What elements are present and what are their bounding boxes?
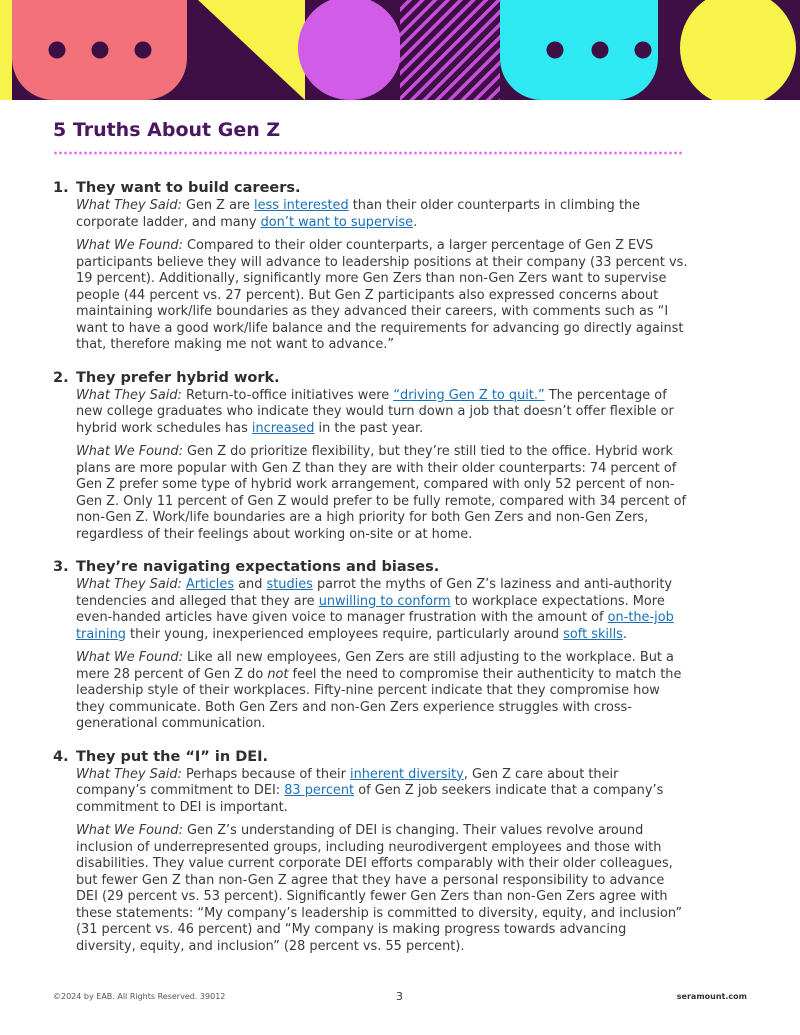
link-83-percent[interactable]: 83 percent bbox=[284, 783, 355, 798]
text: Gen Z do prioritize flexibility, but they’re still tied to the office. Hybrid work plans are more popular with Gen Z than they are with their older counterparts: 74 percent of Gen Z prefer some type of hybrid work arrangement, compared with only 52 percent of non-Gen Z. Only 11 percent of Gen Z would prefer to be fully remote, compared with 34 percent of non-Gen Z. Work/life boundaries are a high priority for both Gen Zers and non-Gen Zers, regardless of their feelings about working on-site or at home. bbox=[76, 444, 687, 542]
what-we-found bbox=[76, 823, 688, 955]
what-they-said bbox=[76, 198, 688, 231]
text: in the past year. bbox=[314, 420, 424, 436]
truth-item-3 bbox=[53, 557, 688, 733]
magenta-circle bbox=[298, 0, 402, 100]
text: Compared to their older counterparts, a larger percentage of Gen Z EVS participants believe they will advance to leadership positions at their company (33 percent vs. 19 percent). Additionally, significantly more Gen Zers than non-Gen Zers want to supervise people (44 percent vs. 27 percent). But Gen Z participants also expressed concerns about maintaining work/life boundaries as they advanced their careers, with comments such as “I want to have a good work/life balance and the requirements for advancing go directly against that, therefore making me not want to advance.” bbox=[76, 238, 688, 352]
text: Gen Z’s understanding of DEI is changing. Their values revolve around inclusion of underrepresented groups, including neurodivergent employees and those with disabilities. They value current corporate DEI efforts comparably with their older colleagues, but fewer Gen Z than non-Gen Z agree that they have a personal responsibility to advance DEI (29 percent vs. 53 percent). Significantly fewer Gen Zers than non-Gen Zers agree with these statements: “My company’s leadership is committed to diversity, equity, and inclusion” (31 percent vs. 46 percent) and “My company is making progress towards advancing diversity, equity, and inclusion” (28 percent vs. 55 percent). bbox=[76, 823, 683, 954]
truth-title: They prefer hybrid work. bbox=[76, 369, 280, 386]
text: Return-to-office initiatives were bbox=[181, 387, 394, 403]
page-number: 3 bbox=[396, 990, 403, 1003]
truth-title: They want to build careers. bbox=[76, 180, 301, 196]
truths-list bbox=[53, 178, 688, 969]
truth-number: 4. bbox=[53, 748, 69, 765]
text: their young, inexperienced employees require, particularly around bbox=[125, 626, 564, 642]
link-on-the-job-training[interactable]: on-the-job training bbox=[76, 610, 674, 642]
bubble-dot bbox=[135, 42, 152, 59]
truth-heading bbox=[53, 178, 688, 198]
link-less-interested[interactable]: less interested bbox=[254, 198, 349, 213]
what-we-found bbox=[76, 238, 688, 354]
bubble-dot bbox=[592, 42, 609, 59]
truth-heading bbox=[53, 747, 688, 767]
dotted-divider bbox=[53, 151, 683, 155]
text: than their older counterparts in climbing the corporate ladder, and many bbox=[76, 198, 641, 230]
bubble-dot bbox=[547, 42, 564, 59]
link-unwilling-to-conform[interactable]: unwilling to conform bbox=[318, 593, 451, 609]
what-they-said bbox=[76, 388, 688, 438]
text: . bbox=[622, 626, 627, 642]
text: Perhaps because of their bbox=[181, 766, 351, 782]
truth-item-4 bbox=[53, 747, 688, 956]
truth-title: They’re navigating expectations and biases. bbox=[76, 559, 440, 575]
lead-label: What They Said: bbox=[76, 387, 182, 403]
link-soft-skills[interactable]: soft skills bbox=[563, 626, 623, 642]
link-increased[interactable]: increased bbox=[251, 420, 315, 436]
text: feel the need to compromise their authenticity to match the leadership style of their workplaces. Fifty-nine percent indicate that they compromise how they communicate. Both Gen Zers and non-Gen Zers experience struggles with cross-generational communication. bbox=[76, 666, 682, 731]
what-they-said bbox=[76, 767, 688, 817]
link-inherent-diversity[interactable]: inherent diversity bbox=[350, 766, 464, 782]
truth-title: They put the “I” in DEI. bbox=[76, 748, 269, 765]
text: to workplace expectations. More even-handed articles have given voice to manager frustration with the amount of bbox=[76, 593, 665, 625]
lead-label: What They Said: bbox=[76, 766, 182, 782]
cyan-speech-bubble bbox=[500, 0, 658, 100]
bubble-dot bbox=[49, 42, 66, 59]
emphasis-not: not bbox=[267, 666, 289, 682]
truth-number: 1. bbox=[53, 180, 69, 196]
lead-label: What They Said: bbox=[76, 577, 182, 592]
truth-item-1 bbox=[53, 178, 688, 354]
lead-label: What We Found: bbox=[76, 238, 183, 253]
page-title: 5 Truths About Gen Z bbox=[53, 119, 281, 141]
bubble-dot bbox=[92, 42, 109, 59]
what-we-found bbox=[76, 650, 688, 733]
link-articles[interactable]: Articles bbox=[185, 577, 235, 592]
link-studies[interactable]: studies bbox=[266, 577, 313, 592]
what-they-said bbox=[76, 577, 688, 643]
text: The percentage of new college graduates who indicate they would turn down a job that doesn’t offer flexible or hybrid work schedules has bbox=[76, 387, 674, 436]
text: , Gen Z care about their company’s commitment to DEI: bbox=[76, 766, 619, 798]
lead-label: What We Found: bbox=[76, 444, 183, 459]
text: parrot the myths of Gen Z’s laziness and anti-authority tendencies and alleged that they are bbox=[76, 577, 673, 609]
text: and bbox=[234, 577, 267, 592]
text: of Gen Z job seekers indicate that a company’s commitment to DEI is important. bbox=[76, 783, 664, 815]
lead-label: What We Found: bbox=[76, 823, 183, 838]
lead-label: What We Found: bbox=[76, 650, 183, 665]
striped-panel bbox=[400, 0, 500, 100]
text: Gen Z are bbox=[181, 198, 255, 213]
site-link[interactable]: seramount.com bbox=[676, 992, 747, 1001]
truth-heading bbox=[53, 557, 688, 577]
header-banner bbox=[0, 0, 800, 100]
text: Like all new employees, Gen Zers are still adjusting to the workplace. But a mere 28 percent of Gen Z do bbox=[76, 650, 674, 682]
truth-number: 3. bbox=[53, 559, 69, 575]
yellow-circle bbox=[680, 0, 796, 100]
link-dont-want-to-supervise[interactable]: don’t want to supervise bbox=[260, 214, 414, 230]
copyright-notice: ©2024 by EAB. All Rights Reserved. 39012 bbox=[53, 992, 226, 1001]
truth-heading bbox=[53, 368, 688, 388]
lead-label: What They Said: bbox=[76, 198, 182, 213]
link-driving-gen-z-to-quit[interactable]: “driving Gen Z to quit.” bbox=[393, 387, 545, 403]
text: . bbox=[413, 214, 418, 230]
bubble-dot bbox=[635, 42, 652, 59]
truth-item-2 bbox=[53, 368, 688, 544]
what-we-found bbox=[76, 444, 688, 543]
truth-number: 2. bbox=[53, 369, 69, 386]
